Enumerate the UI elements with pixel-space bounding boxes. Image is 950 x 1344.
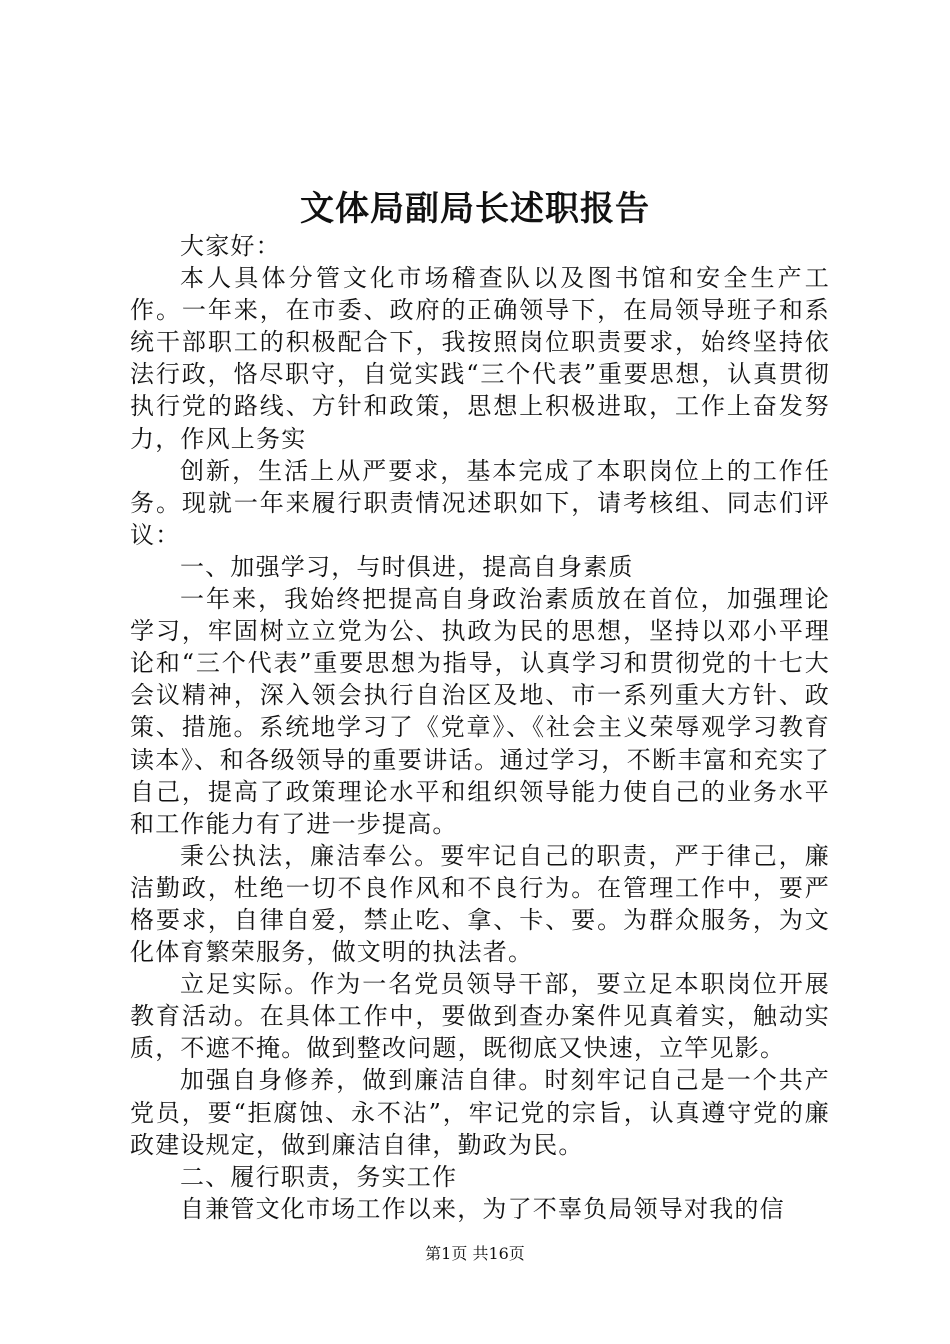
paragraph: 加强自身修养，做到廉洁自律。时刻牢记自己是一个共产党员，要“拒腐蚀、永不沾”，牢记党的宗旨，认真遵守党的廉政建设规定，做到廉洁自律，勤政为民。: [130, 1066, 830, 1159]
page-footer: 第1页 共16页: [425, 1244, 525, 1263]
paragraph: 秉公执法，廉洁奉公。要牢记自己的职责，严于律己，廉洁勤政，杜绝一切不良作风和不良行为。在管理工作中，要严格要求，自律自爱，禁止吃、拿、卡、要。为群众服务，为文化体育繁荣服务，做文明的执法者。: [130, 841, 830, 967]
document-title: 文体局副局长述职报告: [300, 189, 650, 229]
section-heading: 一、加强学习，与时俱进，提高自身素质: [180, 552, 634, 581]
paragraph: 立足实际。作为一名党员领导干部，要立足本职岗位开展教育活动。在具体工作中，要做到查办案件见真着实，触动实质，不遮不掩。做到整改问题，既彻底又快速，立竿见影。: [130, 970, 830, 1063]
paragraph: 自兼管文化市场工作以来，为了不辜负局领导对我的信: [180, 1194, 785, 1223]
paragraph: 一年来，我始终把提高自身政治素质放在首位，加强理论学习，牢固树立立党为公、执政为民的思想，坚持以邓小平理论和“三个代表”重要思想为指导，认真学习和贯彻党的十七大会议精神，深入领会执行自治区及地、市一系列重大方针、政策、措施。系统地学习了《党章》、《社会主义荣辱观学习教育读本》、和各级领导的重要讲话。通过学习，不断丰富和充实了自己，提高了政策理论水平和组织领导能力使自己的业务水平和工作能力有了进一步提高。: [130, 585, 830, 838]
paragraph-greeting: 大家好：: [180, 232, 281, 260]
section-heading: 二、履行职责，务实工作: [180, 1162, 458, 1191]
paragraph: 本人具体分管文化市场稽查队以及图书馆和安全生产工作。一年来，在市委、政府的正确领导下，在局领导班子和系统干部职工的积极配合下，我按照岗位职责要求，始终坚持依法行政，恪尽职守，自觉实践“三个代表”重要思想，认真贯彻执行党的路线、方针和政策，思想上积极进取，工作上奋发努力，作风上务实: [130, 264, 830, 453]
document-body: [130, 230, 830, 1225]
paragraph: 创新，生活上从严要求，基本完成了本职岗位上的工作任务。现就一年来履行职责情况述职如下，请考核组、同志们评议：: [130, 456, 830, 549]
